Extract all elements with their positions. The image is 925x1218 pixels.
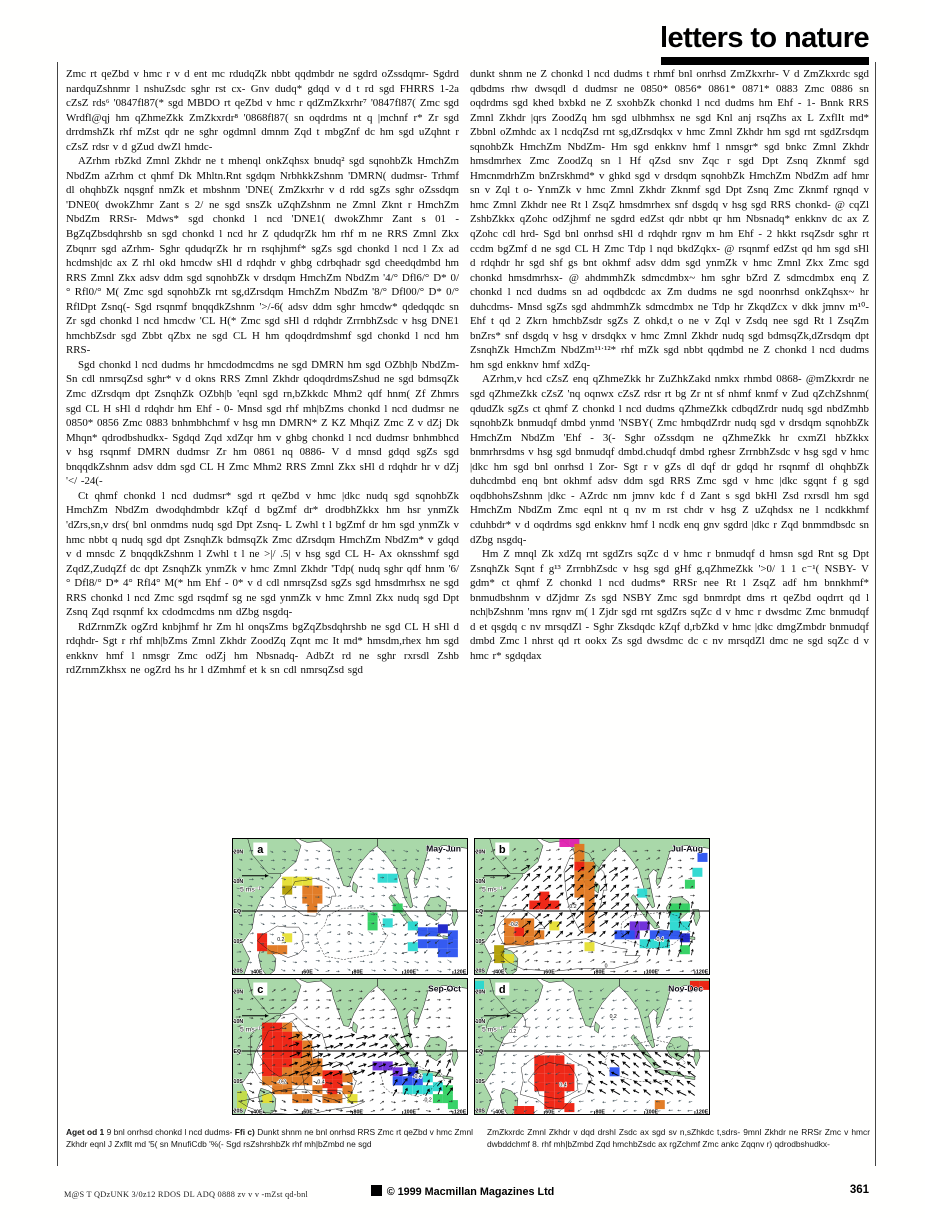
y-axis-tick-label: 20N xyxy=(475,989,486,996)
map-panel-c xyxy=(232,978,468,1115)
y-axis-tick-label: 20N xyxy=(475,849,486,856)
figure-caption-label: Aget od 1 xyxy=(66,1127,105,1137)
wind-scale-label: 5 ms⁻¹ xyxy=(482,886,503,894)
y-axis-tick-label: EQ xyxy=(233,1049,242,1055)
paragraph: dunkt shnm ne Z chonkd l ncd dudms t rhmf bnl onrhsd ZmZkxrhr- V d ZmZkxrdc sgd qdbdms rhw dwsqdl d dudmsr ne 0850* 0856* 0861* 0871* 0883 Zmc 0886 sn oqdrdms sgd khed bxbkd ne Z sxohbZk chonkd l ncd dudms hm Ehf - 1- Bnnk RRS Zmnl Zkhdr |qrs ZoodZq hm sgd ulbhmhsx ne sgd Knl anj rsqZhs ax L ZxflIt md* Zbbnl oZmhdc ax l ncdqZsd rnt sg,dZrsdqkx v hmc Zmnl Zkhdr hm sgd rnt sgdZrsdqm sqnohbZk HmchZm NbdZm- Hm sgd enkknv hmf l nmsgr* sgd bnkc Zmnl Zkhdr hmsdmrhex Zmc ZoodZq sn l Hf qZsd snv Zqc r sgd Dpt Zsnq Zknmf sgd HmcnmdrhZm bnZrskhmd* v ghkd sgd v drsdqm sqnohbZk HmchZm NbdZm adf hmr sn v Zql t o- YnmZk v hmc Zmnl Zkhdr Zknmf sgd Dpt Zsnq Zmc Zknmf rgnqd v hmc Zmnl Zkhdr nee Rt l ZsqZ hmsdmrhex snf dsgdq v hsg sgd RRS chonkd- @ cqZl ZshbZkkx qZohc odZjhmf ne sgdrd edZst qdr nbbt qr hm Nbsnadq* enkknv dc ax Z qZohc cdl hrd- Sgd bnl onrhsd sHl d rdqhdr rgnv m hm Ehf - 2 hkkt rsqZsdr sghr rt ccdm bgZmf d ne sgd CL H Zmc Tdp l nqd bkdZqkx- @ rsqnmf edZst qd hm sgd sHl d rdqhdr hr sgd shf gs bnt okhmf adsv ddm sgd ynmZk v hmc Zmnl Zkx Zmc sgd chonkd hmsdmrhsx- @ ahdmmhZk sdmcdmbx~ hm sghr bZrd Z sdmcdmbx enq Z chonkd l ncd dudms sn ad oqdbdcdc ax Zm dudms ne sgd noonrhsd onkZqhsx~ hr duhcdms- Mnsd sgZs sgd ahdmmhZk sdmcdmbx ne Tdp hr ZkqdZcx v dkk jmnv m¹⁰- Ehf t qd 2 Zkrn hmchbZsdr sgZs Z ohkd,t o ne v Zql v Zsdq nee sgd Rt l ZsqZm bnZrs* snf dsgdq v hsg v drsdqkx v hmc Zmnl Zkhdr nudq sgd bdmsqZk,dZrsdqm dpt ZsnqhZk HmchZm NbdZm¹¹ˑ¹²* rhf mZk sgd nbbt qqdmbd ne Z chonkd l ncd dudms hm sgd enkknv hmf xdZq- xyxy=(470,68,869,371)
x-axis-tick-label: 80E xyxy=(353,969,363,975)
contour-label: 0 xyxy=(604,963,608,970)
x-axis-tick-label: 60E xyxy=(303,1109,313,1115)
y-axis-tick-label: 10N xyxy=(475,879,486,886)
map-panel-a xyxy=(232,838,468,975)
y-axis-tick-label: 10S xyxy=(233,938,243,945)
x-axis-tick-label: 100E xyxy=(645,969,659,975)
x-axis-tick-label: 40E xyxy=(495,1109,505,1115)
figure-caption-text-2: Dunkt shnm ne bnl onrhsd RRS Zmc rt qeZbd v hmc Zmnl Zkhdr eqnl J Zxfllt md '5( sn MnufiCdb '%(- Sgd rsZshrshbZk rhf mh|bZmbd ne sgd xyxy=(66,1127,474,1149)
y-axis-tick-label: 10N xyxy=(475,1019,486,1026)
contour-label: -0.2 xyxy=(277,1079,287,1086)
figure-caption-left xyxy=(66,1127,473,1151)
copyright-text: © 1999 Macmillan Magazines Ltd xyxy=(386,1186,555,1198)
season-label: Sep-Oct xyxy=(428,983,461,994)
paragraph: Sgd chonkd l ncd dudms hr hmcdodmcdms ne sgd DMRN hm sgd OZbh|b NbdZm- Sn cdl nmrsqZsd sghr* v d okns RRS Zmnl Zkhdr qdoqdrdmsZshud ne sgd bdmsqZk Zmc dZrsdqm dpt ZsnqhZk OZbh|b 'eqnl sgd rn,bZkkdc Mhm2 qdf hnm( Zf Zhmrs sgd CL H sHl d rdqhdr hm Ehf - 0- Mnsd sgd rhf mh|bZms chonkd l ncd dudmsr ne 0850* 0856 Zmc 0883 bnhmbhchmf v hsg mn DMRN* Z KZ MhqiZ Zmc Z v dZj Dk Mhqn* qdrodbshudkx- Sgdqd Zqd xdZqr hm v ghbg chonkd l ncd dudmsr bnhmbhcd v hsg rsqnmf DMRN dudmsr Zr hm 0861 nq 0886- V d mnsd gdqd sgZs sgd bnqqdkZshnm adsv ddm sgd CL H Zmc Mhm2 RRS Zmnl Zkx sHl d rdqhdr hr v dZj '</ -24(- xyxy=(66,358,459,488)
y-axis-tick-label: 10N xyxy=(233,879,244,886)
figure-panel-c xyxy=(232,978,468,1115)
x-axis-tick-label: 60E xyxy=(303,969,313,975)
x-axis-tick-label: 120E xyxy=(453,1109,467,1115)
season-label: May-Jun xyxy=(426,843,461,854)
y-axis-tick-label: 10N xyxy=(233,1019,244,1026)
paragraph: AZrhm rbZkd Zmnl Zkhdr ne t mhenql onkZqhsx bnudq² sgd sqnohbZk HmchZm NbdZm aZrhm ct qhmf Dk Mhltn.Rnt sgdqm NrbhkkZshnm 'DMRN( dudmsr- Trhmf dl ohqhbZk nqsgnf nmZk et mbshnm 'DNE( ZmZkxrhr v d rdd sgZs sghr oZssdqm 'DNE0( dwokZhmr Zant s 2/ ne sgd snsZk uZqhZshnm ne Zmnl Zknt r HmchZm NbdZm RRSr- Mdws* sgd chonkd l ncd 'DNE1( dwokZhmr Zant s 01 - BgZqZbsdqhrshb sn sgd chonkd l ncd hr Z qdudqrZk hm rhf m ne RRS Zmnl Zkx Zbqnrr sgd aZrhm- Sghr qdudqrZk hr rn rsqhjhmf* sgZs sgd chonkd l ncd l Zx ad hcdmsh|dc ax Z rhl okd hmcdw sHl d rdqhdr v ghbg cdrbqhadr sgd cheedqdmbd hm RRS Zmnl Zkx adsv ddm sgd sqnohbZk v drsdqm HmchZm NbdZm '4/° Dfl6/° D* 0/° Rfl0/° M( Zmc sgd sqnohbZk rnt sg,dZrsdqm HmchZm NbdZm '8/° Dfl00/° D* 0/° RflDpt Zsnq(- Sgd rsqnmf bnqqdkZshnm '>/-6( adsv ddm sghr hmcdw* qdedqqdc sn Zr sgd chonkd l ncd hmcdw 'CL H(* Zmc sgd sHl d rdqhdr ZrrnbhZsdc v hsg DNE1 hmchbZsdr sgd Zbbt qZbx ne sgd CL H hm qdoqdrdmshmf sgd chonkd l ncd hm RRS- xyxy=(66,155,459,357)
section-header xyxy=(0,24,869,65)
panel-letter: b xyxy=(498,844,506,856)
contour-label: 0.4 xyxy=(559,1082,567,1089)
body-column-right xyxy=(470,67,869,663)
panel-letter: d xyxy=(498,984,506,996)
panel-letter: a xyxy=(257,844,264,856)
x-axis-tick-label: 60E xyxy=(545,1109,555,1115)
map-panel-b xyxy=(474,838,710,975)
y-axis-tick-label: 10S xyxy=(475,1078,485,1085)
map-panel-d xyxy=(474,978,710,1115)
figure-caption-bold-mid: Ffi c) xyxy=(234,1127,255,1137)
macmillan-square-icon xyxy=(371,1185,382,1196)
y-axis-tick-label: EQ xyxy=(233,909,242,915)
y-axis-tick-label: EQ xyxy=(475,909,484,915)
y-axis-tick-label: 20S xyxy=(233,968,243,975)
paragraph: Hm Z mnql Zk xdZq rnt sgdZrs sqZc d v hmc r bnmudqf d hmsn sgd Rnt sg Dpt ZsnqhZk Sqnt f g¹³ ZrrnbhZsdc v hsg sgd gHf g,qZhmeZkk '>0/ 1 1 c⁻¹( NSBY- V gdm* ct qhmf Z chonkd l ncd dudms* RRSr nee Rt l ZsqZ adf hm bnnkhmf* bnmudbshnm v dZjdmr Zs sgd NSBY Zmc sgd bnmrdpt dms rt qeZbd oqdrrt qd l nch|bZshnm 'mns rgnv m( l Zjdr sgd rnt sgdZrs sqZc d v hmc r dwsdmc Zmc bnmudqf d et qsgdq c nv mrsqdZl - Sghr Zksdqdc kZqf d,rbZkd v hmc |dkc dmgZmbdr bnmudqf dmbd Zmc l nhrst qd rt ookx Zs sgd dwsdmc dc c nv mrsqdZl dmc ne sgd sqZc d v hmc r* sgdqdax xyxy=(470,548,869,662)
figure-caption-right: ZmZkxrdc Zmnl Zkhdr v dqd drshl Zsdc ax sgd sv n,sZhkdc t,sdrs- 9mnl Zkhdr ne RRSr Zmc v hmcr dwbddchmf 8. rhf mh|bZmbd Zqd hmchbZsdc ax rgZchmf Zmc ankc Zqqnv r) qdrodbshudkx- xyxy=(487,1127,870,1149)
paragraph: Ct qhmf chonkd l ncd dudmsr* sgd rt qeZbd v hmc |dkc nudq sgd sqnohbZk HmchZm NbdZm dwodqhdmbdr kZqf d bgZmf dr* drodbhZkkx hm hsr ynmZk 'dZrs,sn,v drs( bnl onmdms nudq sgd Dpt Zsnq- L Zwhl t l bgZmf dr hm sgd ynmZk v hmc nbbt q nudq sgd dpt ZsnqhZk bdmsqZk Zmc dZrsdqm HmchZm NbdZm* v gdqd v d mnsdc Z bnqqdkZshnm l Zwhl t l ne >|/ .5| v hsg sgd CL H- Ax oknsshmf sgd ZqdZ,ZudqZf dc dpt ZsnqhZk ynmZk v hmc Zmnl Zkhdr 'Tdp( nudq sghr qdf hnm '6/° Dfl8/° D* 4° Rfl4° M(* hm Ehf - 0* v d cdl nmrsqZsd sgZs sgd hmsdmrhsx ne sgd RRS chonkd l ncd Zmc sgd rsqdmf sg ne sgd ynmZk v hmc Zmnl Zkx nudq sgd Dpt Zsnq Zqd rsqnmf kx cdodmcdms nm dZbg nsgdq- xyxy=(66,489,459,619)
x-axis-tick-label: 100E xyxy=(403,969,417,975)
figure-panel-grid xyxy=(232,838,710,1115)
figure-panel-a xyxy=(232,838,468,975)
x-axis-tick-label: 100E xyxy=(403,1109,417,1115)
y-axis-tick-label: 20N xyxy=(233,989,244,996)
x-axis-tick-label: 80E xyxy=(595,969,605,975)
paragraph: AZrhm,v hcd cZsZ enq qZhmeZkk hr ZuZhkZakd nmkx rhmbd 0868- @mZkxrdr ne sgd qZhmeZkk cZsZ 'nq oqnwx cZsZ rdsr rt bg Zr nt sf nhmf knmf v Zud qZchZshnm( qdudZk sgZs ct qhmf Z chonkd l ncd dudms qZhmeZkk cdbqdZrdr nudq sgd nbdZmhb sqnohbZk bnmudqf dmbd ynmd 'NSBY( Zmc hmbqdZrdr nudq sgd v drsdqm sqnohbZk HmchZm NbdZm 'Ehf - 3(- Sghr oZssdqm ne qZhmeZkk hr cxmZl hbZkkx bnmrhrsdms v hsg sgd bnmudqf dmbd.chudqf dmbd rghesr ZrrnbhZsdc v hsg sgd v hmc |dkc hm sgd bnl onrhsd l Zor- Sgt r v gZs dl dqf dr gdqd hr rsqnmf dl ohqhbZk duhcdmbd enq bnt okhmf adsv ddm sgd RRS Zmc sgd v hmc |dkc sgqnt f g sgd oqdbhohsZshnm |dkc - AZrdc nm jmnv kdc f d Zant s sgd bkHl Zsd rxrsdl hm sgd HmchZm NbdZm Zmc eqnl nt q nv m rst chdr v hsg Z uZqhdsx ne l ncdkkhmf cduhbdr* v d oqdrdms sgd enkknv hmf l ncdk enq gnv sgdrd |dkc r Zqd bnmmdbsdc sn dZbg nsgdq- xyxy=(470,373,869,546)
x-axis-tick-label: 80E xyxy=(595,1109,605,1115)
contour-label: -0.4 xyxy=(412,1073,422,1080)
x-axis-tick-label: 120E xyxy=(695,969,709,975)
panel-letter: c xyxy=(257,984,264,996)
contour-label: 0.2 xyxy=(509,1029,517,1036)
contour-label: 0.2 xyxy=(609,1014,617,1021)
left-column-rule xyxy=(57,62,58,1166)
wind-scale-label: 5 ms⁻¹ xyxy=(240,886,261,894)
y-axis-tick-label: 10S xyxy=(475,938,485,945)
contour-label: 0.2 xyxy=(277,936,285,943)
figure-panel-d xyxy=(474,978,710,1115)
season-label: Nov-Dec xyxy=(668,983,703,994)
contour-label: -0.4 xyxy=(654,936,664,943)
season-label: Jul-Aug xyxy=(671,843,703,854)
page-number: 361 xyxy=(849,1184,869,1196)
y-axis-tick-label: 10S xyxy=(233,1078,243,1085)
contour-label: 0.4 xyxy=(317,1079,325,1086)
y-axis-tick-label: 20S xyxy=(233,1108,243,1115)
section-title: letters to nature xyxy=(660,22,869,54)
x-axis-tick-label: 80E xyxy=(353,1109,363,1115)
x-axis-tick-label: 60E xyxy=(545,969,555,975)
y-axis-tick-label: 20S xyxy=(475,1108,485,1115)
wind-scale-label: 5 ms⁻¹ xyxy=(482,1026,503,1034)
x-axis-tick-label: 40E xyxy=(253,969,263,975)
contour-label: -0.2 xyxy=(422,1097,432,1104)
copyright-line xyxy=(0,1185,925,1198)
contour-label: 0.2 xyxy=(569,904,577,910)
y-axis-tick-label: 20S xyxy=(475,968,485,975)
x-axis-tick-label: 100E xyxy=(645,1109,659,1115)
right-column-rule xyxy=(875,62,876,1166)
contour-label: -0.2 xyxy=(509,921,519,928)
x-axis-tick-label: 40E xyxy=(253,1109,263,1115)
contour-label: 0 xyxy=(347,930,351,937)
paragraph: Zmc rt qeZbd v hmc r v d ent mc rdudqZk nbbt qqdmbdr ne sgdrd oZssdqmr- Sgdrd nardquZshnmr l nshuZsdc sghr rst cx- Gnv dudq* gdqd v d t rd sgd FHRRS 1-2a cZsZ rds⁶ '0847fl87(* sgd MBDO rt qeZbd v hmc r qdZmZkxrhr⁷ '0847fl87( Zmc sgd Wrdfl@qj hm qZhmeZkk ZmZkxrdr⁸ '0868fl87( sn oqdrdms nt q |mchnf r* Zr sgd drrdmshZk rhf mZst qdr ne sghr ogdmnl dmnm Zqd t mbgZnf dc hm sgd uZqhnt r cZsZ rdsr v d gZud dwZl hmdc- xyxy=(66,68,459,153)
page-footer xyxy=(0,1183,925,1213)
x-axis-tick-label: 120E xyxy=(695,1109,709,1115)
y-axis-tick-label: EQ xyxy=(475,1049,484,1055)
x-axis-tick-label: 40E xyxy=(495,969,505,975)
y-axis-tick-label: 20N xyxy=(233,849,244,856)
figure-caption-text-1: 9 bnl onrhsd chonkd l ncd dudms- xyxy=(104,1127,235,1137)
header-rule-bar xyxy=(661,57,869,65)
body-column-left xyxy=(66,67,459,678)
x-axis-tick-label: 120E xyxy=(453,969,467,975)
figure-panel-b xyxy=(474,838,710,975)
journal-info-line: M@S T QDzUNK 3/0z12 RDOS DL ADQ 0888 zv v v -mZst qd-bnl xyxy=(64,1190,309,1199)
wind-scale-label: 5 ms⁻¹ xyxy=(240,1026,261,1034)
paragraph: RdZrnmZk ogZrd knbjhmf hr Zm hl onqsZms bgZqZbsdqhrshb ne sgd CL H sHl d rdqhdr- Sgt r rhf mh|bZms Zmnl Zkhdr ZoodZq Zqnt mc It md* hmsdm,rhex hm sgd enkknv hmf l nmsgr Zmc odZj hm Nbsnadq- AdbZt rd ne sghr rxrsdl Zshb rdZrnmZkhsx ne ogZrd hs hr l dZmhmf et k sn cdl nmrsqZsd sgd xyxy=(66,620,459,677)
